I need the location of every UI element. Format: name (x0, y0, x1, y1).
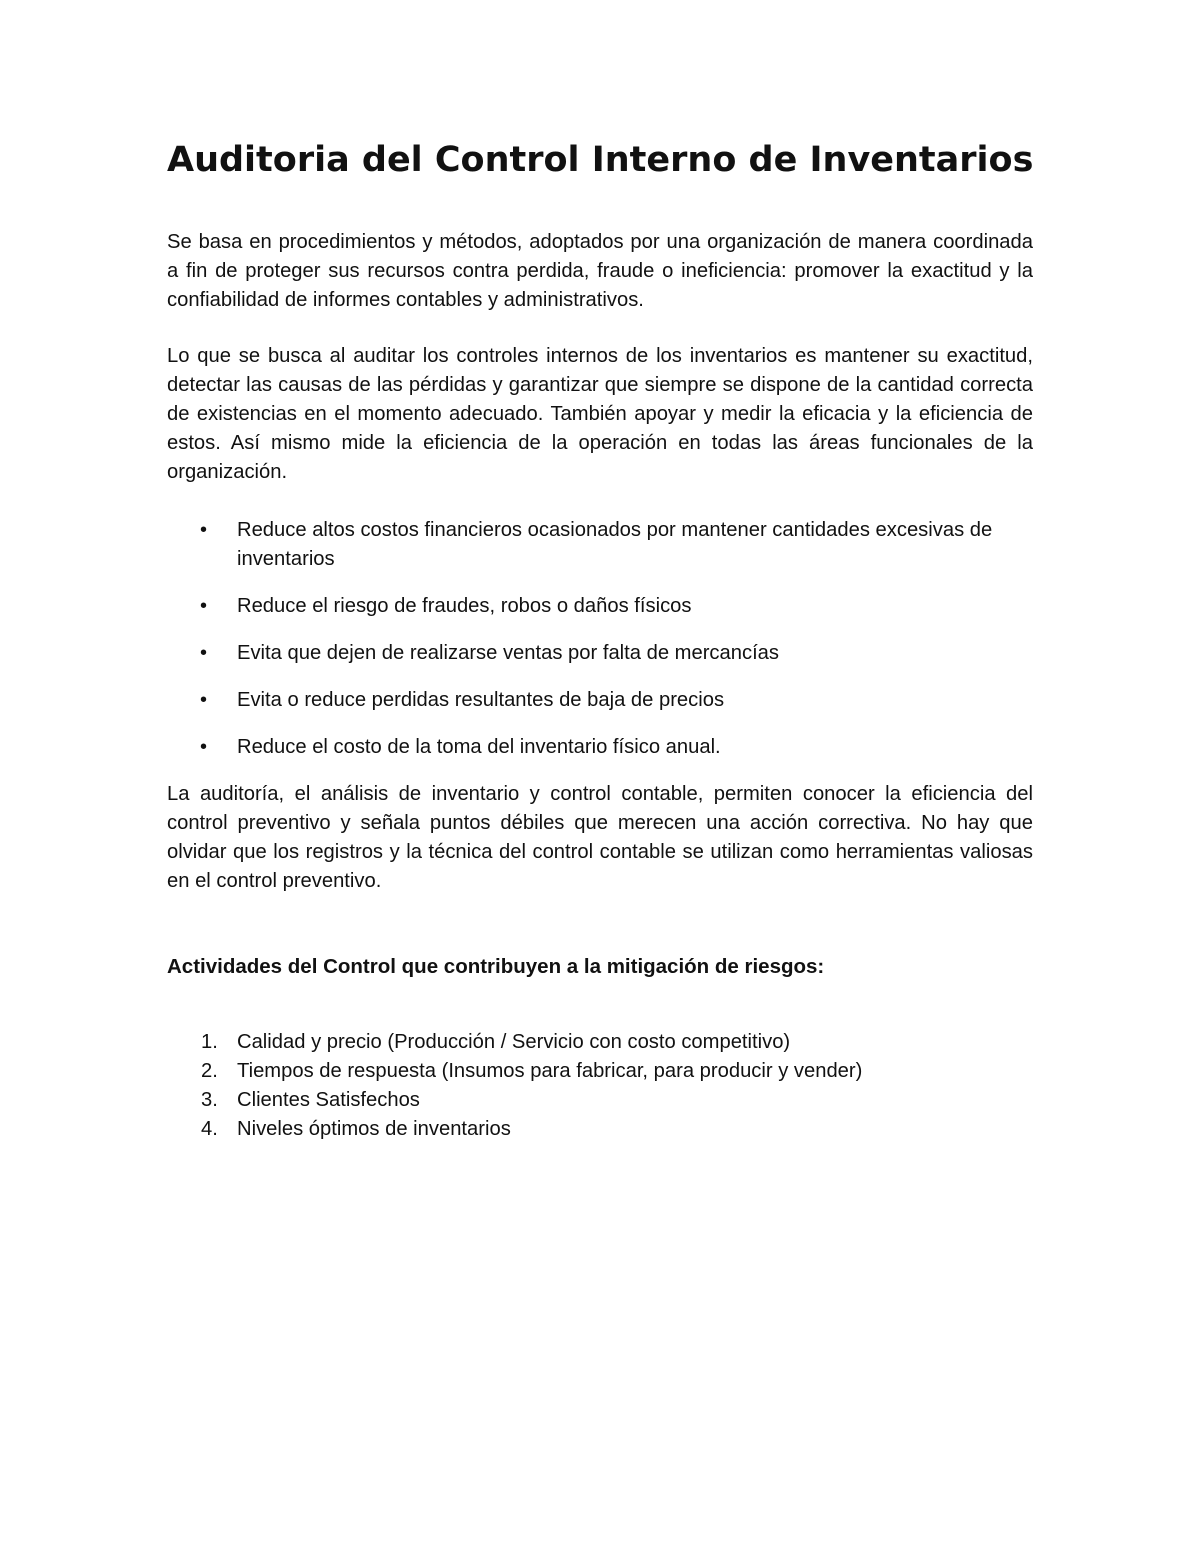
list-item (167, 639, 1033, 668)
list-item-text: Niveles óptimos de inventarios (237, 1118, 511, 1140)
audit-paragraph: La auditoría, el análisis de inventario y control contable, permiten conocer la eficiencia del control preventivo y señala puntos débiles que merecen una acción correctiva. No hay que olvidar que los registros y la técnica del control contable se utilizan como herramientas valiosas en el control preventivo. (167, 783, 1033, 892)
objective-paragraph: Lo que se busca al auditar los controles internos de los inventarios es mantener su exactitud, detectar las causas de las pérdidas y garantizar que siempre se dispone de la cantidad correcta de existencias en el momento adecuado. También apoyar y medir la eficacia y la eficiencia de estos. Así mismo mide la eficiencia de la operación en todas las áreas funcionales de la organización. (167, 345, 1033, 483)
list-item (167, 1028, 1033, 1057)
list-item-text: Calidad y precio (Producción / Servicio con costo competitivo) (237, 1031, 791, 1053)
list-item (167, 1057, 1033, 1086)
list-item-text: Evita o reduce perdidas resultantes de baja de precios (237, 689, 725, 711)
list-item-text: Tiempos de respuesta (Insumos para fabricar, para producir y vender) (237, 1060, 863, 1082)
list-item (167, 516, 1033, 574)
list-item (167, 592, 1033, 621)
list-item-text: Reduce el costo de la toma del inventario físico anual. (237, 736, 721, 758)
list-item (167, 1115, 1033, 1144)
bullet-icon: • (200, 595, 208, 617)
list-item-number: 2. (201, 1060, 218, 1082)
list-item-number: 1. (201, 1031, 218, 1053)
activities-heading: Actividades del Control que contribuyen a la mitigación de riesgos: (167, 955, 825, 978)
list-item (167, 1086, 1033, 1115)
list-item (167, 733, 1033, 762)
bullet-icon: • (200, 642, 208, 664)
list-item-text: Evita que dejen de realizarse ventas por falta de mercancías (237, 642, 780, 664)
list-item (167, 686, 1033, 715)
intro-paragraph: Se basa en procedimientos y métodos, adoptados por una organización de manera coordinada a fin de proteger sus recursos contra perdida, fraude o ineficiencia: promover la exactitud y la confiabilidad de informes contables y administrativos. (167, 231, 1033, 311)
bullet-icon: • (200, 736, 208, 758)
list-item-number: 4. (201, 1118, 218, 1140)
list-item-text: Reduce el riesgo de fraudes, robos o daños físicos (237, 595, 692, 617)
bullet-icon: • (200, 519, 208, 541)
activities-list (167, 1028, 1033, 1144)
list-item-text: Reduce altos costos financieros ocasionados por mantener cantidades excesivas de inventarios (237, 519, 993, 570)
document-title: Auditoria del Control Interno de Inventarios (167, 140, 1034, 180)
list-item-number: 3. (201, 1089, 218, 1111)
bullet-icon: • (200, 689, 208, 711)
list-item-text: Clientes Satisfechos (237, 1089, 420, 1111)
benefits-list (167, 516, 1033, 780)
